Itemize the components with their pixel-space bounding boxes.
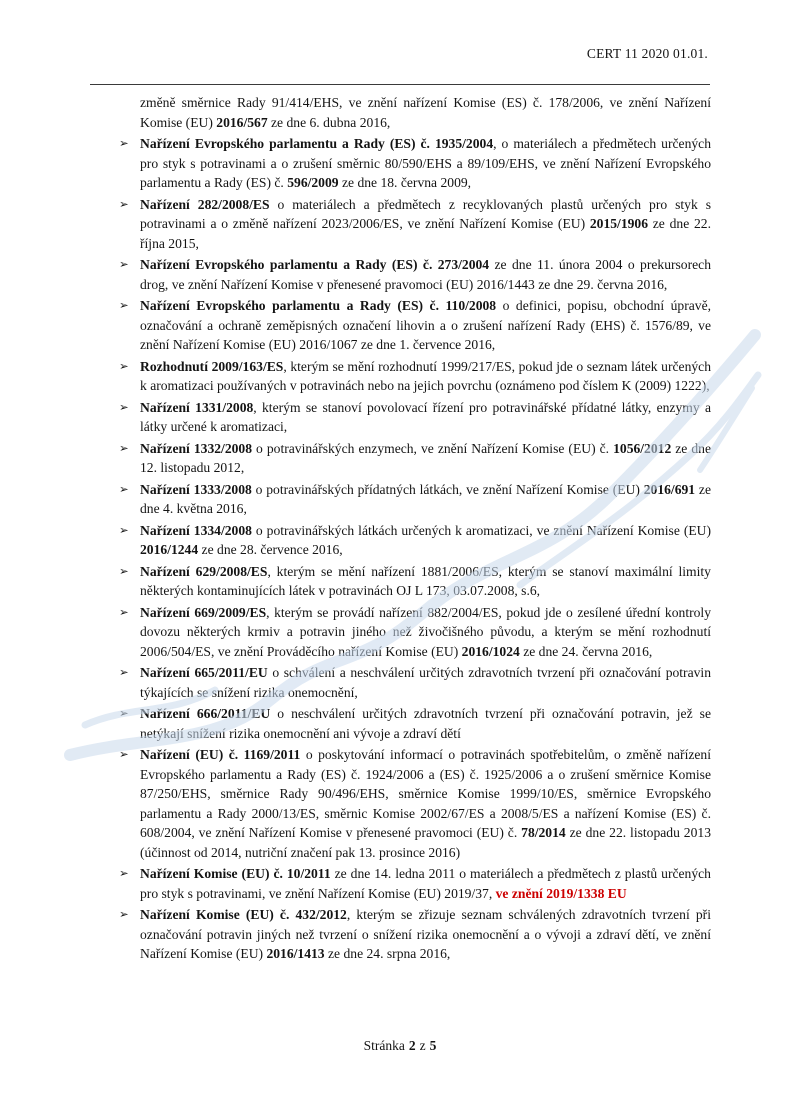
footer-page-number: 2 xyxy=(408,1038,416,1053)
regulation-item xyxy=(119,603,711,662)
regulation-item xyxy=(119,398,711,437)
regulation-text xyxy=(140,564,711,599)
bold-text: Nařízení 665/2011/EU xyxy=(140,665,268,680)
regulation-text xyxy=(140,400,711,435)
header-rule xyxy=(90,84,710,85)
regulation-item xyxy=(119,357,711,396)
arrow-bullet-icon: ➢ xyxy=(119,440,129,455)
doc-code: CERT 11 2020 01.01. xyxy=(586,46,708,61)
body-text: o potravinářských enzymech, ve znění Nařízení Komise (EU) č. xyxy=(252,440,614,456)
body-text: , kterým se provádí nařízení 882/2004/ES, pokud jde o zesílené úřední kontroly dovozu některých krmiv a potravin jiného než živočišného původu, a kterým se mění rozhodnutí 2006/504/ES, ve znění Prováděcího nařízení Komise (EU) xyxy=(140,604,711,659)
regulation-text xyxy=(140,257,711,292)
body-text: , kterým se zřizuje seznam schválených zdravotních tvrzení při označování potravin jiných než tvrzení o snížení rizika onemocnění a o vývoji a zdraví dětí, ve znění Nařízení Komise (EU) xyxy=(140,907,711,961)
page-footer xyxy=(0,1038,800,1054)
bold-text: 2016/1244 xyxy=(140,542,199,557)
regulation-text xyxy=(140,136,711,190)
regulation-text xyxy=(140,706,711,741)
body-text: o schválení a neschválení určitých zdravotních tvrzení při označování potravin týkajících se snížení rizika onemocnění, xyxy=(140,665,711,700)
bold-text: 2016/1024 xyxy=(461,643,520,659)
arrow-bullet-icon: ➢ xyxy=(119,196,129,211)
bold-text: 78/2014 xyxy=(521,825,566,840)
arrow-bullet-icon: ➢ xyxy=(119,136,129,150)
regulation-item xyxy=(119,864,711,903)
bold-text: Nařízení Evropského parlamentu a Rady (ES) č. 1935/2004 xyxy=(140,136,494,151)
regulation-text xyxy=(140,907,711,961)
body-text: ze dne 6. dubna 2016, xyxy=(267,114,391,130)
arrow-bullet-icon: ➢ xyxy=(119,747,129,761)
body-text: ze dne 14. ledna 2011 o materiálech a předmětech z plastů určených pro styk s potravinami, ve znění Nařízení Komise (EU) 2019/37, xyxy=(140,866,711,901)
bold-text: Nařízení 669/2009/ES xyxy=(140,604,267,620)
body-text: ze dne 22. října 2015, xyxy=(140,216,711,251)
bold-text: Nařízení 1332/2008 xyxy=(140,440,253,456)
body-text: , o materiálech a předmětech určených pro styk s potravinami a o zrušení směrnic 80/590/EHS a 89/109/EHS, ve znění Nařízení Evropského parlamentu a Rady (ES) č. xyxy=(140,136,711,190)
regulation-text xyxy=(140,605,711,659)
regulation-text xyxy=(140,298,711,352)
footer-label: Stránka xyxy=(363,1038,405,1053)
regulation-item xyxy=(119,255,711,294)
bold-text: Nařízení Komise (EU) č. 10/2011 xyxy=(140,866,331,881)
bold-text: 2016/691 xyxy=(643,481,696,497)
regulation-text xyxy=(140,359,711,394)
document-body xyxy=(119,93,711,966)
regulation-text xyxy=(140,866,711,901)
body-text: o materiálech a předmětech z recyklovaných plastů určených pro styk s potravinami a o změně nařízení 2023/2006/ES, ve znění Nařízení Komise (EU) xyxy=(140,196,711,231)
regulation-item xyxy=(119,745,711,862)
body-text: , kterým se mění nařízení 1881/2006/ES, kterým se stanoví maximální limity některých kontaminujících látek v potravinách OJ L 173, 03.07.2008, s.6, xyxy=(140,563,711,598)
arrow-bullet-icon: ➢ xyxy=(119,257,129,271)
regulation-item xyxy=(119,521,711,560)
arrow-bullet-icon: ➢ xyxy=(119,665,129,679)
arrow-bullet-icon: ➢ xyxy=(119,907,129,921)
regulation-item xyxy=(119,296,711,355)
body-text: , kterým se stanoví povolovací řízení pro potravinářské přídatné látky, enzymy a látky určené k aromatizaci, xyxy=(140,399,711,434)
body-text: změně směrnice Rady 91/414/EHS, ve znění nařízení Komise (ES) č. 178/2006, ve znění Nařízení Komise (EU) xyxy=(140,95,711,130)
bold-text: Nařízení (EU) č. 1169/2011 xyxy=(140,747,301,762)
regulation-text xyxy=(140,665,711,700)
bold-text: Nařízení 1334/2008 xyxy=(140,522,252,538)
body-text: o neschválení určitých zdravotních tvrzení při označování potravin, jež se netýkají snížení rizika onemocnění ani vývoje a zdraví dětí xyxy=(140,706,711,741)
body-text: o poskytování informací o potravinách spotřebitelům, o změně nařízení Evropského parlamentu a Rady (ES) č. 1924/2006 a (ES) č. 1925/2006 a o zrušení směrnice Komise 87/250/EHS, směrnice Rady 90/496/EHS, směrnice Komise 1999/10/ES, směrnice Evropského parlamentu a Rady 2000/13/ES, směrnic Komise 2002/67/ES a 2008/5/ES a nařízení Komise (ES) č. 608/2004, ve znění Nařízení Komise v přenesené pravomoci (EU) č. xyxy=(140,747,711,840)
body-text: ze dne 24. srpna 2016, xyxy=(324,946,451,961)
arrow-bullet-icon: ➢ xyxy=(119,399,129,414)
body-text: ze dne 18. června 2009, xyxy=(338,175,472,190)
bold-text: Nařízení 1333/2008 xyxy=(140,481,252,497)
bold-text: Nařízení 282/2008/ES xyxy=(140,196,270,212)
regulation-item xyxy=(119,134,711,193)
regulation-text xyxy=(140,197,711,251)
body-text: o potravinářských látkách určených k aromatizaci, ve znění Nařízení Komise (EU) xyxy=(251,522,711,538)
bold-text: Nařízení Komise (EU) č. 432/2012 xyxy=(140,907,347,922)
bold-text: 1056/2012 xyxy=(613,440,672,456)
body-text: ze dne 22. listopadu 2013 (účinnost od 2014, nutriční značení pak 13. prosince 2016) xyxy=(140,825,711,860)
regulation-item xyxy=(119,663,711,702)
regulation-text xyxy=(140,523,711,558)
bold-text: Nařízení Evropského parlamentu a Rady (ES) č. 273/2004 xyxy=(140,257,490,272)
body-text: ze dne 28. července 2016, xyxy=(198,542,343,557)
arrow-bullet-icon: ➢ xyxy=(119,358,129,373)
regulation-item xyxy=(119,905,711,964)
body-text: o potravinářských přídatných látkách, ve znění Nařízení Komise (EU) xyxy=(251,481,644,497)
arrow-bullet-icon: ➢ xyxy=(119,481,129,496)
arrow-bullet-icon: ➢ xyxy=(119,706,129,720)
body-text: ze dne 11. února 2004 o prekursorech drog, ve znění Nařízení Komise v přenesené pravomoci (EU) 2016/1443 ze dne 29. června 2016, xyxy=(140,257,711,292)
bold-text: 2016/1413 xyxy=(266,946,325,961)
arrow-bullet-icon: ➢ xyxy=(119,298,129,312)
arrow-bullet-icon: ➢ xyxy=(119,604,129,619)
bold-text: 596/2009 xyxy=(287,175,339,190)
regulation-item xyxy=(119,439,711,478)
regulation-item xyxy=(119,562,711,601)
regulation-list xyxy=(119,134,711,964)
regulation-item xyxy=(119,480,711,519)
bold-text: Nařízení 629/2008/ES xyxy=(140,563,268,579)
body-text: ze dne 12. listopadu 2012, xyxy=(140,440,711,475)
body-text: ze dne 24. června 2016, xyxy=(519,643,653,659)
arrow-bullet-icon: ➢ xyxy=(119,866,129,880)
bold-text: 2016/567 xyxy=(216,114,268,130)
bold-text: Nařízení 1331/2008 xyxy=(140,399,254,415)
regulation-item xyxy=(119,704,711,743)
regulation-text xyxy=(140,747,711,860)
footer-of: z xyxy=(419,1038,426,1053)
regulation-item xyxy=(119,195,711,254)
bold-text: Nařízení 666/2011/EU xyxy=(140,706,271,721)
arrow-bullet-icon: ➢ xyxy=(119,522,129,537)
bold-text: Nařízení Evropského parlamentu a Rady (ES) č. 110/2008 xyxy=(140,298,497,313)
body-text: o definici, popisu, obchodní úpravě, označování a ochraně zeměpisných označení lihovin a o zrušení nařízení Rady (EHS) č. 1576/89, ve znění Nařízení Komise (EU) 2016/1067 ze dne 1. července 2016, xyxy=(140,298,711,352)
footer-total-pages: 5 xyxy=(429,1038,437,1053)
bold-text: 2015/1906 xyxy=(589,216,649,231)
arrow-bullet-icon: ➢ xyxy=(119,563,129,578)
body-text: , kterým se mění rozhodnutí 1999/217/ES, pokud jde o seznam látek určených k aromatizaci používaných v potravinách nebo na jejich povrchu (oznámeno pod číslem K (2009) 1222), xyxy=(140,358,711,393)
continuation-paragraph xyxy=(140,93,711,132)
bold-text: Rozhodnutí 2009/163/ES xyxy=(140,358,284,374)
body-text: ze dne 4. května 2016, xyxy=(140,481,711,516)
regulation-text xyxy=(140,482,711,517)
bold-text: ve znění 2019/1338 EU xyxy=(495,885,627,901)
regulation-text xyxy=(140,441,711,476)
